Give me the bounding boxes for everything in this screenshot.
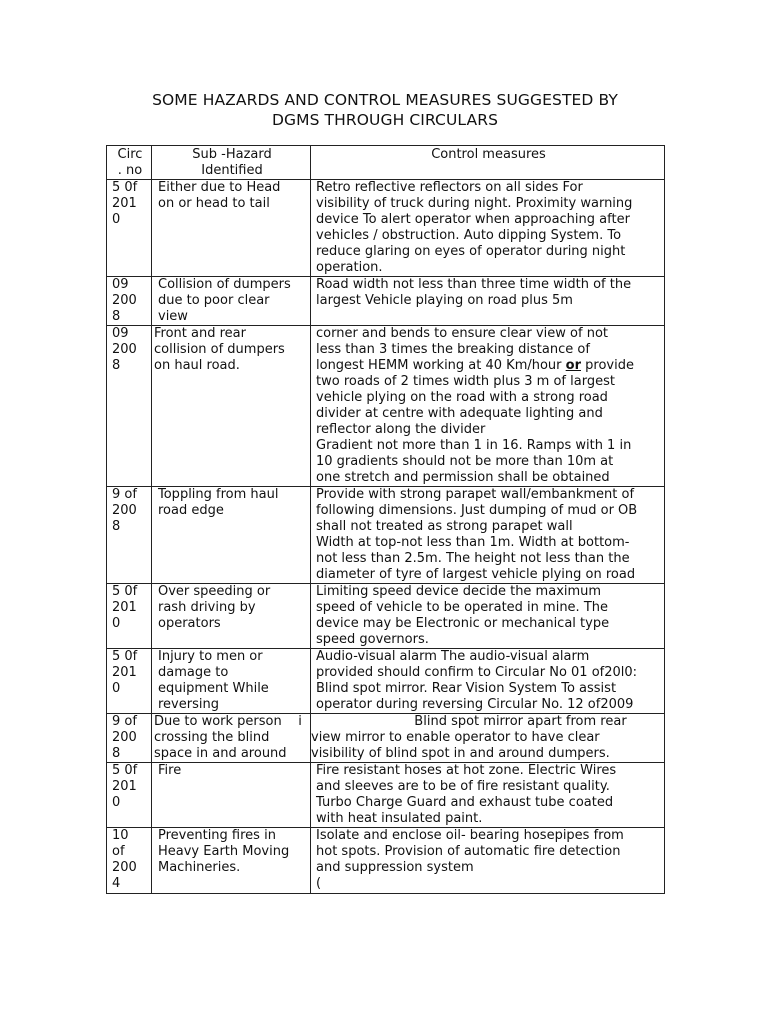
title-line-1: SOME HAZARDS AND CONTROL MEASURES SUGGESTED BY (152, 91, 618, 109)
control-cell: Fire resistant hoses at hot zone. Electric Wires and sleeves are to be of fire resistant quality. Turbo Charge Guard and exhaust tube coated with heat insulated paint. (311, 763, 665, 828)
table-row (107, 714, 665, 763)
table-row (107, 763, 665, 828)
circ-no-cell: 10 of 200 4 (107, 828, 152, 894)
hazards-table (106, 145, 665, 894)
circ-no-cell: 5 0f 201 0 (107, 180, 152, 277)
circ-no-cell: 09 200 8 (107, 277, 152, 326)
header-control-measures: Control measures (311, 146, 665, 180)
control-cell: Audio-visual alarm The audio-visual alarm provided should confirm to Circular No 01 of20l0: Blind spot mirror. Rear Vision System To assist operator during reversing Circular No. 12 of2009 (311, 649, 665, 714)
document-title (100, 90, 670, 130)
table-row (107, 649, 665, 714)
circ-no-cell: 9 of 200 8 (107, 714, 152, 763)
hazard-cell: Injury to men or damage to equipment While reversing (152, 649, 311, 714)
hazard-cell: Collision of dumpers due to poor clear view (152, 277, 311, 326)
hazard-cell: Either due to Head on or head to tail (152, 180, 311, 277)
emphasis-or: or (565, 358, 581, 373)
table-row (107, 487, 665, 584)
table-row (107, 180, 665, 277)
circ-no-cell: 09 200 8 (107, 326, 152, 487)
control-cell: corner and bends to ensure clear view of not less than 3 times the breaking distance of longest HEMM working at 40 Km/hour or provide two roads of 2 times width plus 3 m of largest vehicle plying on the road with a strong road divider at centre with adequate lighting and reflector along the divider Gradient not more than 1 in 16. Ramps with 1 in 10 gradients should not be more than 10m at one stretch and permission shall be obtained (311, 326, 665, 487)
hazard-cell: Preventing fires in Heavy Earth Moving Machineries. (152, 828, 311, 894)
table-row (107, 828, 665, 894)
table-row (107, 326, 665, 487)
control-cell: Blind spot mirror apart from rear view mirror to enable operator to have clear visibility of blind spot in and around dumpers. (311, 714, 665, 763)
circ-no-cell: 5 0f 201 0 (107, 649, 152, 714)
table-row (107, 584, 665, 649)
control-line-with-or: longest HEMM working at 40 Km/hour or provide (316, 358, 634, 373)
title-line-2: DGMS THROUGH CIRCULARS (271, 111, 499, 129)
control-cell: Limiting speed device decide the maximum speed of vehicle to be operated in mine. The device may be Electronic or mechanical type speed governors. (311, 584, 665, 649)
control-cell: Provide with strong parapet wall/embankment of following dimensions. Just dumping of mud or OB shall not treated as strong parapet wall Width at top-not less than 1m. Width at bottom- not less than 2.5m. The height not less than the diameter of tyre of largest vehicle plying on road (311, 487, 665, 584)
control-cell: Isolate and enclose oil- bearing hosepipes from hot spots. Provision of automatic fire detection and suppression system ( (311, 828, 665, 894)
control-cell: Road width not less than three time width of the largest Vehicle playing on road plus 5m (311, 277, 665, 326)
control-cell: Retro reflective reflectors on all sides For visibility of truck during night. Proximity warning device To alert operator when approaching after vehicles / obstruction. Auto dipping System. To reduce glaring on eyes of operator during night operation. (311, 180, 665, 277)
circ-no-cell: 9 of 200 8 (107, 487, 152, 584)
hazard-cell: Toppling from haul road edge (152, 487, 311, 584)
circ-no-cell: 5 0f 201 0 (107, 763, 152, 828)
hazard-cell: Over speeding or rash driving by operators (152, 584, 311, 649)
hazard-cell: Fire (152, 763, 311, 828)
header-circ-no: Circ . no (107, 146, 152, 180)
hazard-cell: Due to work person i crossing the blind space in and around (152, 714, 311, 763)
hazard-cell: Front and rear collision of dumpers on haul road. (152, 326, 311, 487)
circ-no-cell: 5 0f 201 0 (107, 584, 152, 649)
table-row (107, 277, 665, 326)
header-row (107, 146, 665, 180)
header-sub-hazard: Sub -Hazard Identified (152, 146, 311, 180)
